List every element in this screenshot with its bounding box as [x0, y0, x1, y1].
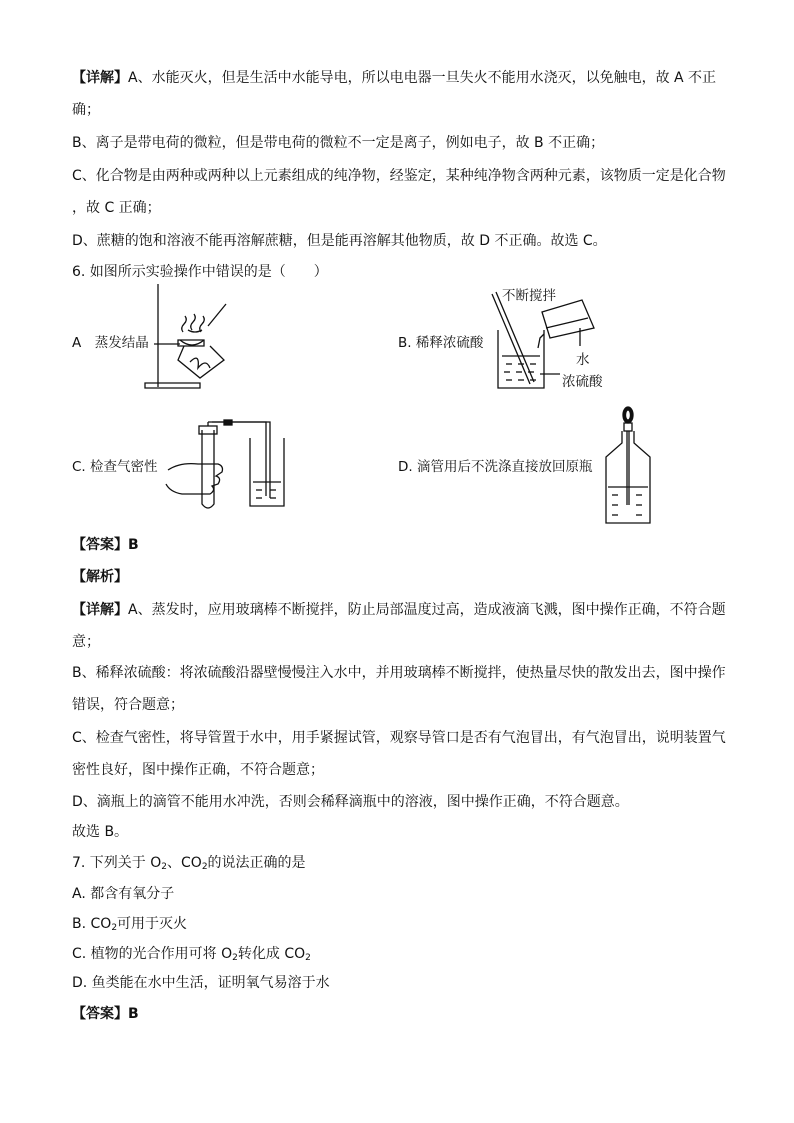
q6-detail-line-6: 密性良好，图中操作正确，不符合题意；	[72, 762, 324, 778]
q6-analysis-heading: 【解析】	[72, 569, 128, 585]
q6-detail-line-2: 意；	[72, 634, 100, 650]
q7-option-d: D. 鱼类能在水中生活，证明氧气易溶于水	[72, 975, 330, 991]
q6-answer: 【答案】B	[72, 537, 139, 553]
dropper-bottle-figure	[598, 405, 658, 527]
q7-option-b: B. $CO_2$可用于灭火	[72, 916, 188, 933]
detail-line-4: C、化合物是由两种或两种以上元素组成的纯净物，经鉴定，某种纯净物含两种元素，该物质一定是化合物	[72, 168, 726, 184]
q6-detail-line-8: 故选 B。	[72, 824, 129, 840]
q6-option-c: C. 检查气密性	[72, 459, 158, 475]
water-label: 水	[576, 352, 590, 368]
q7-option-a: A. 都含有氧分子	[72, 886, 175, 902]
q7-stem: 7. 下列关于 $O_2$、$CO_2$的说法正确的是	[72, 855, 306, 872]
detail-line-2: 确；	[72, 102, 100, 118]
q6-detail-line-5: C、检查气密性，将导管置于水中，用手紧握试管，观察导管口是否有气泡冒出，有气泡冒出，说明装置气	[72, 730, 726, 746]
q6-option-d: D. 滴管用后不洗涤直接放回原瓶	[398, 459, 593, 475]
evaporation-apparatus-figure	[140, 282, 240, 397]
q6-detail-line-3: B、稀释浓硫酸：将浓硫酸沿器壁慢慢注入水中，并用玻璃棒不断搅拌，使热量尽快的散发出去，图中操作	[72, 665, 726, 681]
q6-stem: 6. 如图所示实验操作中错误的是（ ）	[72, 264, 328, 280]
q7-answer: 【答案】B	[72, 1006, 139, 1022]
q6-detail-line-4: 错误，符合题意；	[72, 697, 184, 713]
conc-acid-label: 浓硫酸	[562, 374, 603, 390]
detail-line-3: B、离子是带电荷的微粒，但是带电荷的微粒不一定是离子，例如电子，故 B 不正确；	[72, 135, 605, 151]
detail-line-5: ，故 C 正确；	[72, 200, 161, 216]
airtightness-check-figure	[160, 420, 300, 515]
q6-detail-line-1: 【详解】A、蒸发时，应用玻璃棒不断搅拌，防止局部温度过高，造成液滴飞溅，图中操作正确，不符合题	[72, 602, 726, 618]
q6-option-a: A 蒸发结晶	[72, 335, 149, 351]
q6-detail-line-7: D、滴瓶上的滴管不能用水冲洗，否则会稀释滴瓶中的溶液，图中操作正确，不符合题意。	[72, 794, 629, 810]
detail-line-1: 【详解】A、水能灭火，但是生活中水能导电，所以电电器一旦失火不能用水浇灭，以免触电，故 A 不正	[72, 70, 717, 86]
stir-label: 不断搅拌	[502, 288, 556, 304]
q7-option-c: C. 植物的光合作用可将 $O_2$转化成 $CO_2$	[72, 946, 311, 963]
q6-option-b: B. 稀释浓硫酸	[398, 335, 484, 351]
detail-line-6: D、蔗糖的饱和溶液不能再溶解蔗糖，但是能再溶解其他物质，故 D 不正确。故选 C。	[72, 233, 607, 249]
